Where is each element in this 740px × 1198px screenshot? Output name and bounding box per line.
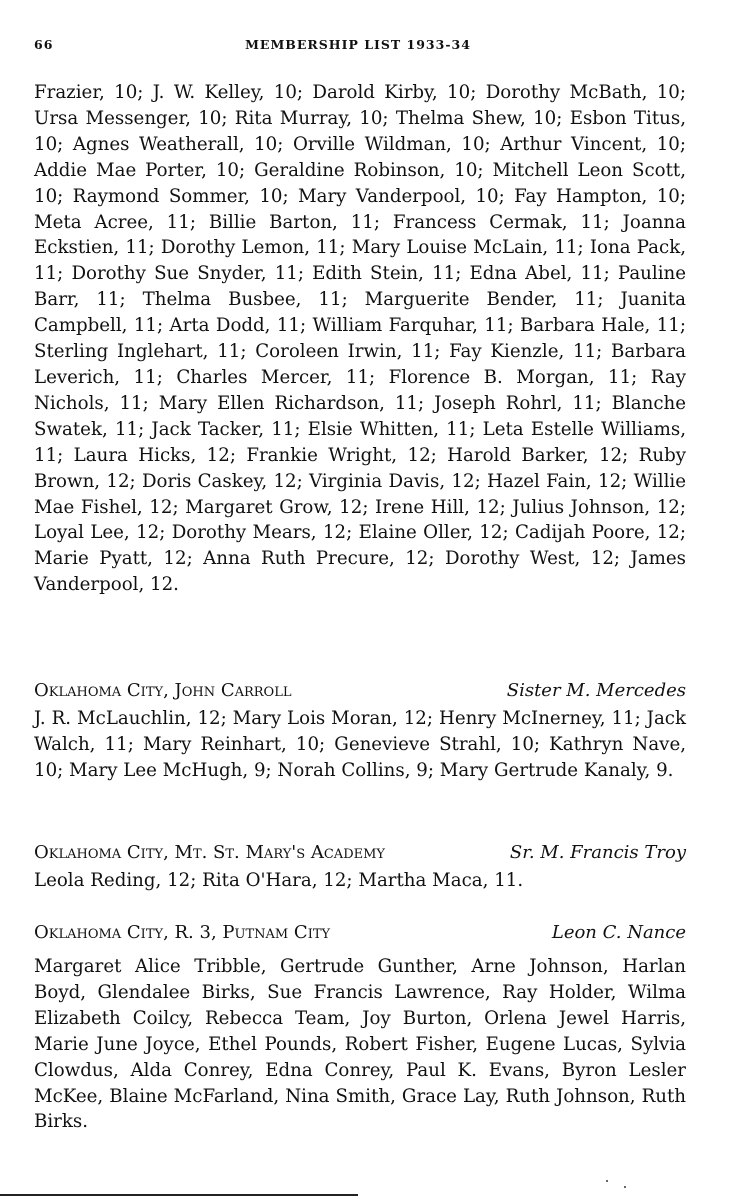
school-heading-putnam-city xyxy=(34,920,686,946)
scan-speck xyxy=(606,1180,608,1182)
school-heading-mt-st-marys xyxy=(34,840,686,866)
running-title: MEMBERSHIP LIST 1933-34 xyxy=(245,37,471,52)
member-list-putnam-city: Margaret Alice Tribble, Gertrude Gunther, Arne Johnson, Harlan Boyd, Glendalee Birks, Sue Francis Lawrence, Ray Holder, Wilma Elizabeth Coilcy, Rebecca Team, Joy Burton, Orlena Jewel Harris, Marie June Joyce, Ethel Pounds, Robert Fisher, Eugene Lucas, Sylvia Clowdus, Alda Conrey, Edna Conrey, Paul K. Evans, Byron Lesler McKee, Blaine McFarland, Nina Smith, Grace Lay, Ruth Johnson, Ruth Birks. xyxy=(34,956,686,1133)
school-name: Oklahoma City, John Carroll xyxy=(34,680,292,701)
school-name: Oklahoma City, Mt. St. Mary's Academy xyxy=(34,842,386,863)
principal-name: Sr. M. Francis Troy xyxy=(509,842,686,863)
scan-speck xyxy=(624,1186,626,1188)
principal-name: Leon C. Nance xyxy=(551,922,686,943)
footer-rule xyxy=(0,1194,358,1196)
member-list-john-carroll: J. R. McLauchlin, 12; Mary Lois Moran, 12; Henry McInerney, 11; Jack Walch, 11; Mary Reinhart, 10; Genevieve Strahl, 10; Kathryn Nave, 10; Mary Lee McHugh, 9; Norah Collins, 9; Mary Gertrude Kanaly, 9. xyxy=(34,708,686,781)
school-name: Oklahoma City, R. 3, Putnam City xyxy=(34,922,331,943)
member-list-mt-st-marys: Leola Reding, 12; Rita O'Hara, 12; Martha Maca, 11. xyxy=(34,870,524,891)
principal-name: Sister M. Mercedes xyxy=(506,680,686,701)
school-heading-john-carroll xyxy=(34,678,686,704)
page-number: 66 xyxy=(34,37,54,52)
member-list-continued: Frazier, 10; J. W. Kelley, 10; Darold Kirby, 10; Dorothy McBath, 10; Ursa Messenger, 10; Rita Murray, 10; Thelma Shew, 10; Esbon Titus, 10; Agnes Weatherall, 10; Orville Wildman, 10; Arthur Vincent, 10; Addie Mae Porter, 10; Geraldine Robinson, 10; Mitchell Leon Scott, 10; Raymond Sommer, 10; Mary Vanderpool, 10; Fay Hampton, 10; Meta Acree, 11; Billie Barton, 11; Francess Cermak, 11; Joanna Eckstien, 11; Dorothy Lemon, 11; Mary Louise McLain, 11; Iona Pack, 11; Dorothy Sue Snyder, 11; Edith Stein, 11; Edna Abel, 11; Pauline Barr, 11; Thelma Busbee, 11; Marguerite Bender, 11; Juanita Campbell, 11; Arta Dodd, 11; William Farquhar, 11; Barbara Hale, 11; Sterling Inglehart, 11; Coroleen Irwin, 11; Fay Kienzle, 11; Barbara Leverich, 11; Charles Mercer, 11; Florence B. Morgan, 11; Ray Nichols, 11; Mary Ellen Richardson, 11; Joseph Rohrl, 11; Blanche Swatek, 11; Jack Tacker, 11; Elsie Whitten, 11; Leta Estelle Williams, 11; Laura Hicks, 12; Frankie Wright, 12; Harold Barker, 12; Ruby Brown, 12; Doris Caskey, 12; Virginia Davis, 12; Hazel Fain, 12; Willie Mae Fishel, 12; Margaret Grow, 12; Irene Hill, 12; Julius Johnson, 12; Loyal Lee, 12; Dorothy Mears, 12; Elaine Oller, 12; Cadijah Poore, 12; Marie Pyatt, 12; Anna Ruth Precure, 12; Dorothy West, 12; James Vanderpool, 12. xyxy=(34,82,686,596)
